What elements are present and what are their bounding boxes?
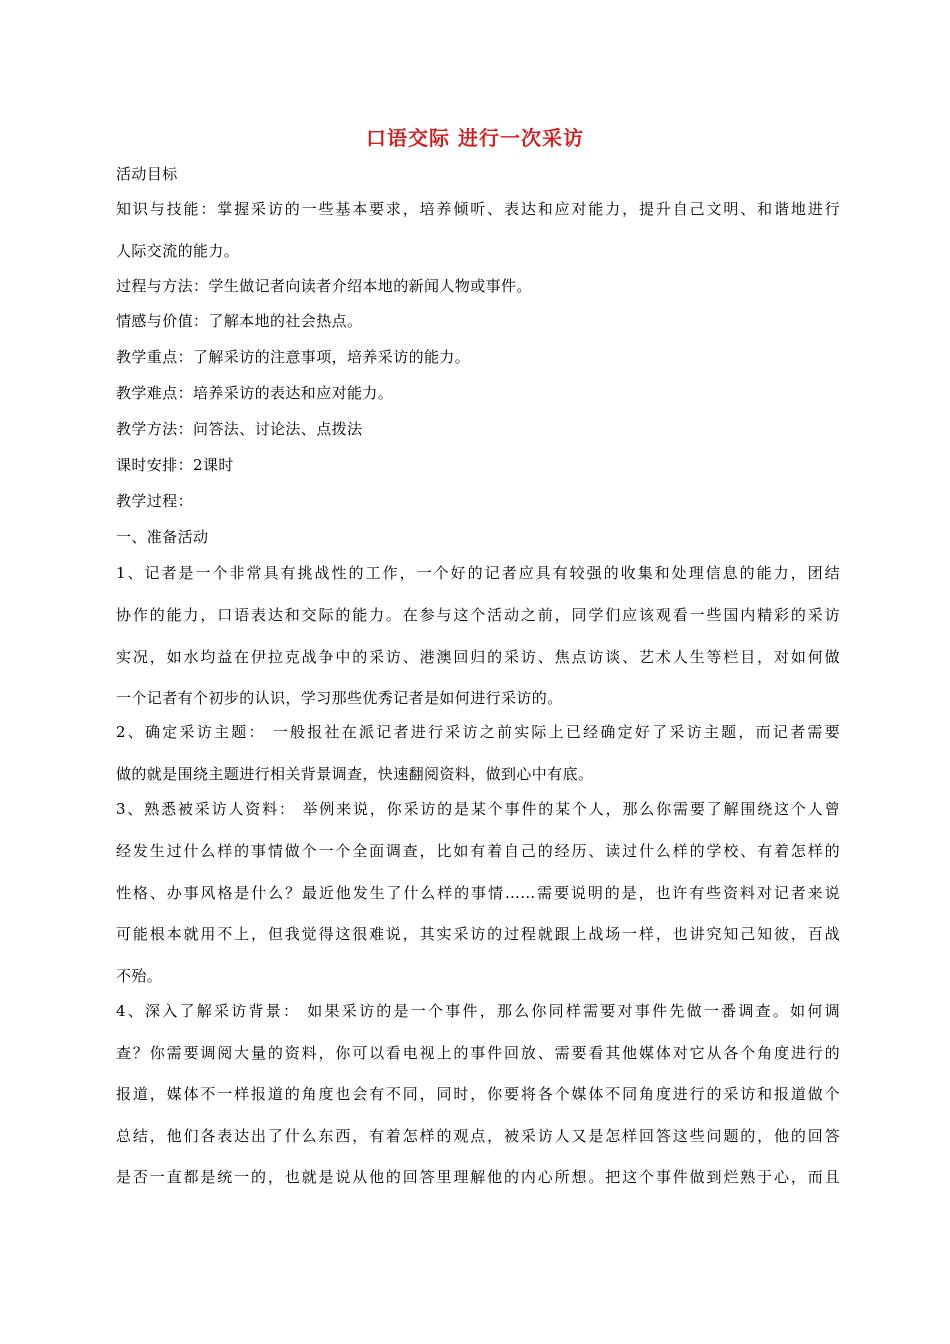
text-line: 经发生过什么样的事情做个一个全面调查，比如有着自己的经历、读过什么样的学校、有着怎样的 xyxy=(116,842,840,860)
text-line: 协作的能力，口语表达和交际的能力。在参与这个活动之前，同学们应该观看一些国内精彩的采访 xyxy=(116,606,840,624)
text-line: 人际交流的能力。 xyxy=(116,242,240,260)
page-title: 口语交际 进行一次采访 xyxy=(366,126,584,150)
text-line: 总结，他们各表达出了什么东西，有着怎样的观点，被采访人又是怎样回答这些问题的，他的回答 xyxy=(116,1127,840,1145)
text-line: 过程与方法：学生做记者向读者介绍本地的新闻人物或事件。 xyxy=(116,277,532,295)
text-line: 2、确定采访主题： 一般报社在派记者进行采访之前实际上已经确定好了采访主题，而记者需要 xyxy=(116,723,840,741)
text-line: 教学方法：问答法、讨论法、点拨法 xyxy=(116,420,363,438)
text-line: 教学重点：了解采访的注意事项，培养采访的能力。 xyxy=(116,348,471,366)
text-line: 教学过程： xyxy=(116,492,194,510)
text-line: 一个记者有个初步的认识，学习那些优秀记者是如何进行采访的。 xyxy=(116,689,563,707)
text-line: 做的就是围绕主题进行相关背景调查，快速翻阅资料，做到心中有底。 xyxy=(116,765,594,783)
text-line: 知识与技能：掌握采访的一些基本要求，培养倾听、表达和应对能力，提升自己文明、和谐地进行 xyxy=(116,200,840,218)
text-line: 活动目标 xyxy=(116,165,178,183)
text-line: 课时安排：2课时 xyxy=(116,456,234,474)
text-line: 实况，如水均益在伊拉克战争中的采访、港澳回归的采访、焦点访谈、艺术人生等栏目，对如何做 xyxy=(116,648,840,666)
text-line: 情感与价值：了解本地的社会热点。 xyxy=(116,312,363,330)
text-line: 教学难点：培养采访的表达和应对能力。 xyxy=(116,384,394,402)
text-line: 是否一直都是统一的，也就是说从他的回答里理解他的内心所想。把这个事件做到烂熟于心，而且 xyxy=(116,1168,840,1186)
text-line: 报道，媒体不一样报道的角度也会有不同，同时，你要将各个媒体不同角度进行的采访和报道做个 xyxy=(116,1085,840,1103)
text-line: 4、深入了解采访背景： 如果采访的是一个事件，那么你同样需要对事件先做一番调查。如何调 xyxy=(116,1002,840,1020)
text-line: 3、熟悉被采访人资料： 举例来说，你采访的是某个事件的某个人，那么你需要了解围绕这个人曾 xyxy=(116,800,840,818)
text-line: 1、记者是一个非常具有挑战性的工作，一个好的记者应具有较强的收集和处理信息的能力，团结 xyxy=(116,564,840,582)
text-line: 可能根本就用不上，但我觉得这很难说，其实采访的过程就跟上战场一样，也讲究知己知彼，百战 xyxy=(116,925,840,943)
text-line: 一、准备活动 xyxy=(116,528,209,546)
text-line: 性格、办事风格是什么？最近他发生了什么样的事情……需要说明的是，也许有些资料对记者来说 xyxy=(116,884,840,902)
text-line: 查？你需要调阅大量的资料，你可以看电视上的事件回放、需要看其他媒体对它从各个角度进行的 xyxy=(116,1044,840,1062)
text-line: 不殆。 xyxy=(116,967,163,985)
